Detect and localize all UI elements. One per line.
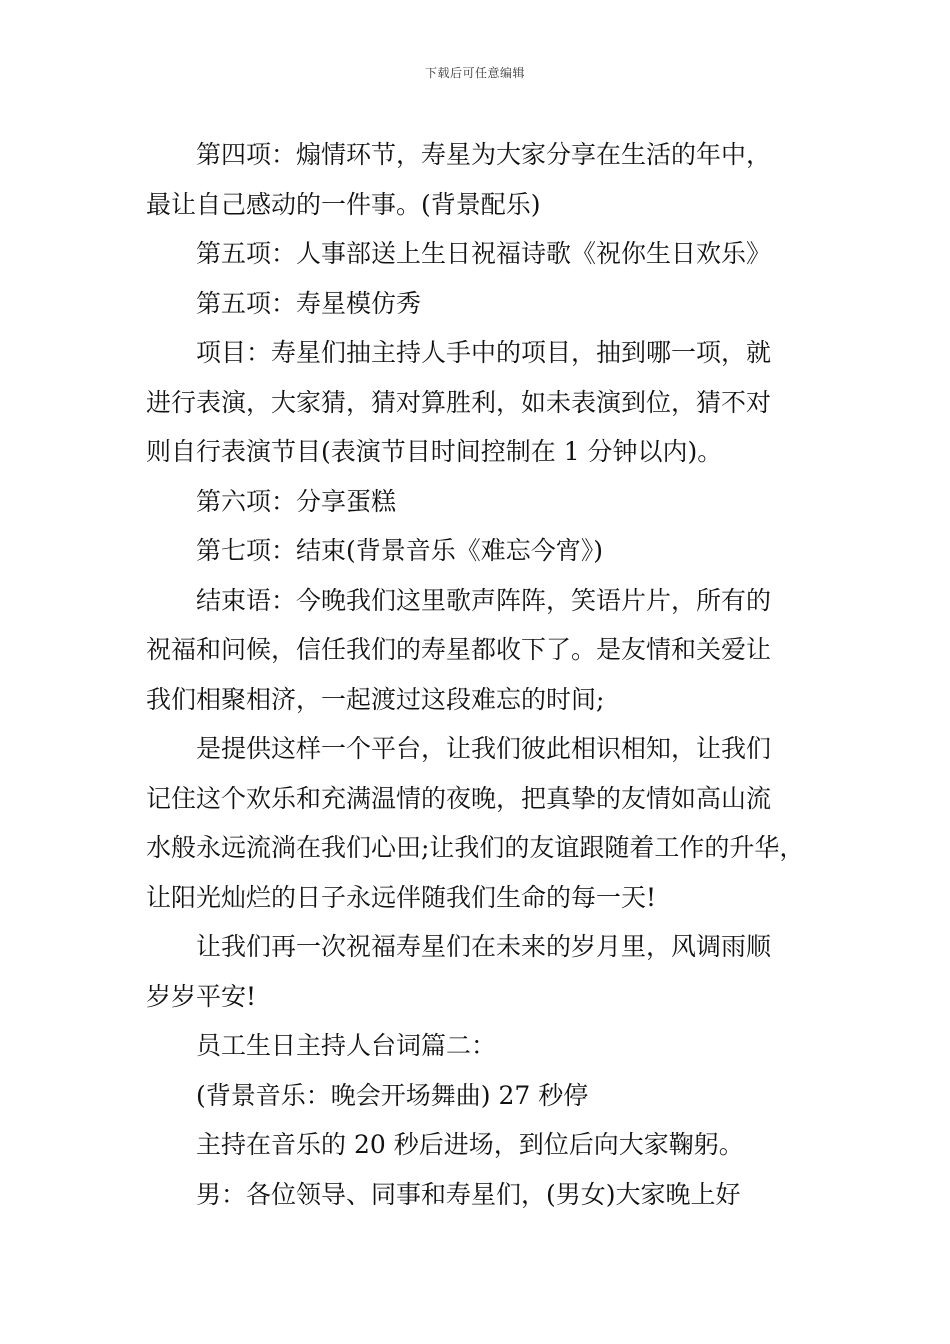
text-line: 则自行表演节目(表演节目时间控制在 1 分钟以内)。 — [146, 437, 723, 466]
text-line: 是提供这样一个平台，让我们彼此相识相知，让我们 — [196, 734, 772, 763]
text-line: (背景音乐：晚会开场舞曲) 27 秒停 — [196, 1080, 589, 1110]
text-line: 第五项：寿星模仿秀 — [196, 288, 422, 318]
text-line: 记住这个欢乐和充满温情的夜晚，把真挚的友情如高山流 — [146, 783, 772, 813]
text-line: 结束语：今晚我们这里歌声阵阵，笑语片片，所有的 — [196, 585, 772, 615]
text-line: 第六项：分享蛋糕 — [196, 486, 397, 516]
text-line: 我们相聚相济，一起渡过这段难忘的时间; — [146, 684, 605, 714]
text-line: 岁岁平安! — [146, 981, 257, 1011]
page-header: 下载后可任意编辑 — [424, 66, 525, 80]
text-line: 第五项：人事部送上生日祝福诗歌《祝你生日欢乐》 — [196, 239, 772, 268]
text-line: 第四项：煽情环节，寿星为大家分享在生活的年中， — [196, 140, 772, 169]
text-line: 第七项：结束(背景音乐《难忘今宵》) — [196, 536, 604, 565]
text-line: 进行表演，大家猜，猜对算胜利，如未表演到位，猜不对 — [146, 387, 772, 417]
text-line: 主持在音乐的 20 秒后进场，到位后向大家鞠躬。 — [196, 1130, 744, 1159]
text-line: 水般永远流淌在我们心田;让我们的友谊跟随着工作的升华， — [146, 833, 805, 862]
text-line: 项目：寿星们抽主持人手中的项目，抽到哪一项，就 — [196, 338, 772, 367]
text-line: 男：各位领导、同事和寿星们，(男女)大家晚上好 — [196, 1179, 741, 1209]
text-line: 让我们再一次祝福寿星们在未来的岁月里，风调雨顺 — [196, 932, 772, 961]
text-line: 员工生日主持人台词篇二： — [196, 1031, 497, 1060]
text-line: 祝福和问候，信任我们的寿星都收下了。是友情和关爱让 — [146, 635, 772, 664]
text-line: 最让自己感动的一件事。(背景配乐) — [146, 189, 541, 219]
text-line: 让阳光灿烂的日子永远伴随我们生命的每一天! — [146, 882, 657, 912]
document-body — [146, 130, 811, 1219]
